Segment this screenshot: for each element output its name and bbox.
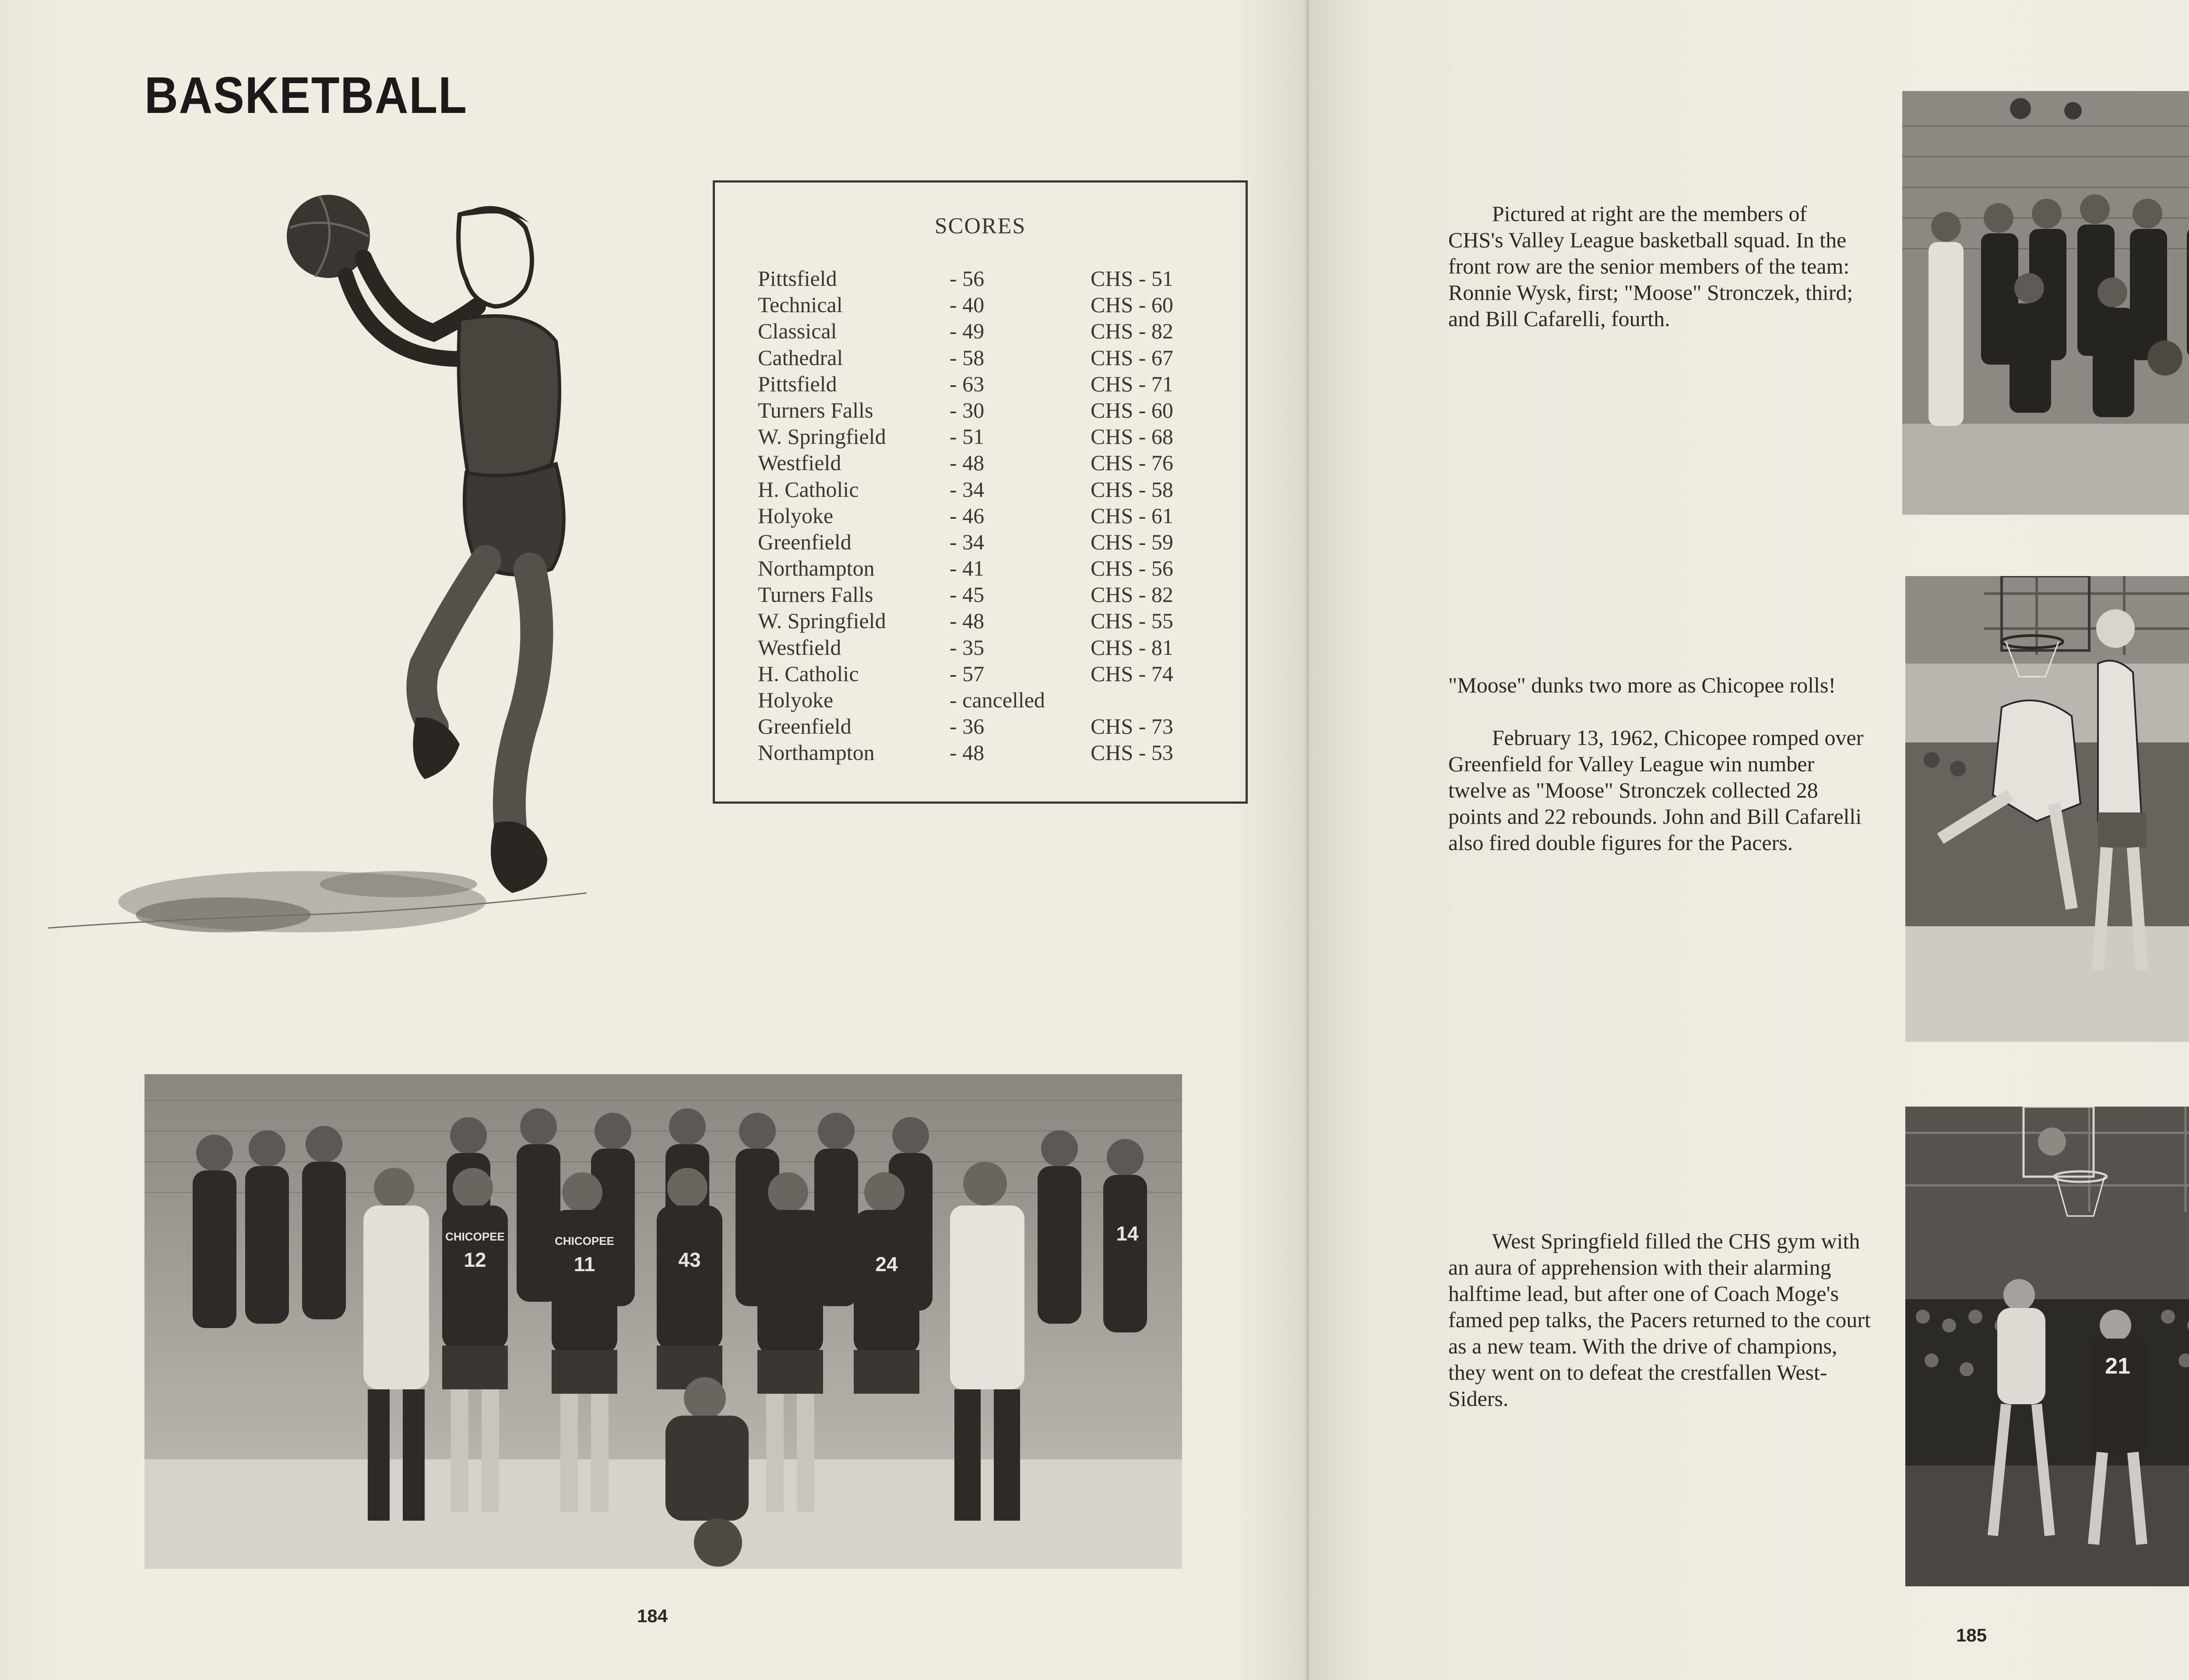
right-page bbox=[1309, 0, 2189, 1680]
opponent-score: - 45 bbox=[950, 582, 985, 607]
opponent-score: - 34 bbox=[950, 529, 985, 554]
opponent-name: W. Springfield bbox=[758, 608, 886, 633]
opponent-score: - cancelled bbox=[950, 688, 1045, 712]
opponent-score: - 48 bbox=[950, 608, 985, 633]
opponent-name: H. Catholic bbox=[758, 661, 859, 686]
jersey-lettering: CHICOPEE bbox=[445, 1230, 505, 1243]
chs-score: CHS - 82 bbox=[1091, 319, 1173, 344]
opponent-name: Westfield bbox=[758, 450, 841, 475]
caption-moose-dunk bbox=[1448, 672, 1864, 882]
opponent-name: Pittsfield bbox=[758, 371, 837, 396]
opponent-score: - 36 bbox=[950, 714, 985, 739]
opponent-score: - 48 bbox=[950, 450, 985, 475]
chs-score: CHS - 55 bbox=[1091, 608, 1173, 633]
jersey-number: 12 bbox=[464, 1248, 486, 1271]
opponent-score: - 41 bbox=[950, 556, 985, 581]
chs-score: CHS - 53 bbox=[1091, 740, 1173, 765]
scores-title: SCORES bbox=[934, 214, 1026, 239]
opponent-score: - 49 bbox=[950, 319, 985, 344]
page-heading: BASKETBALL bbox=[144, 67, 468, 124]
opponent-name: Greenfield bbox=[758, 529, 852, 554]
chs-score: CHS - 60 bbox=[1091, 397, 1173, 422]
opponent-name: Northampton bbox=[758, 740, 875, 765]
chs-score: CHS - 59 bbox=[1091, 529, 1173, 554]
scores-table bbox=[713, 180, 1248, 804]
caption-west-springfield bbox=[1448, 1228, 1877, 1438]
jersey-number: 24 bbox=[875, 1253, 898, 1276]
action-photo-west-springfield bbox=[1905, 1107, 2189, 1586]
chs-score: CHS - 71 bbox=[1091, 371, 1173, 396]
opponent-score: - 63 bbox=[950, 371, 985, 396]
page-number-left: 184 bbox=[637, 1606, 668, 1626]
jersey-number: 11 bbox=[574, 1253, 595, 1276]
jersey-number: 43 bbox=[678, 1248, 701, 1271]
chs-score: CHS - 76 bbox=[1091, 450, 1173, 475]
squad-photo bbox=[1902, 91, 2189, 515]
opponent-name: Cathedral bbox=[758, 345, 843, 370]
jersey-lettering: CHICOPEE bbox=[555, 1234, 614, 1248]
opponent-name: Westfield bbox=[758, 635, 841, 660]
opponent-name: Turners Falls bbox=[758, 582, 873, 607]
caption-text: Pictured at right are the members of CHS's Valley League basketball squad. In the front row are the senior members of the team: Ronnie Wysk, first; "Moose" Stronczek, third; and Bill Cafarelli, fourth. bbox=[1448, 201, 1853, 331]
team-photo bbox=[144, 1074, 1182, 1569]
opponent-name: Northampton bbox=[758, 556, 875, 581]
chs-score: CHS - 58 bbox=[1091, 477, 1173, 502]
chs-score: CHS - 81 bbox=[1091, 635, 1173, 660]
chs-score: CHS - 73 bbox=[1091, 714, 1173, 739]
jersey-number: 14 bbox=[1116, 1222, 1139, 1245]
opponent-score: - 30 bbox=[950, 397, 985, 422]
opponent-score: - 35 bbox=[950, 635, 985, 660]
page-number-right: 185 bbox=[1956, 1625, 1987, 1645]
chs-score: CHS - 61 bbox=[1091, 503, 1173, 528]
opponent-name: Pittsfield bbox=[758, 266, 837, 291]
opponent-name: Technical bbox=[758, 292, 843, 317]
opponent-name: Turners Falls bbox=[758, 397, 873, 422]
opponent-score: - 56 bbox=[950, 266, 985, 291]
chs-score: CHS - 68 bbox=[1091, 424, 1173, 449]
opponent-score: - 40 bbox=[950, 292, 985, 317]
opponent-score: - 51 bbox=[950, 424, 985, 449]
caption-headline: "Moose" dunks two more as Chicopee rolls! bbox=[1448, 673, 1836, 697]
opponent-name: Holyoke bbox=[758, 688, 834, 712]
jersey-number: 21 bbox=[2105, 1353, 2130, 1379]
chs-score: CHS - 74 bbox=[1091, 661, 1173, 686]
opponent-score: - 34 bbox=[950, 477, 985, 502]
caption-text: February 13, 1962, Chicopee romped over Greenfield for Valley League win number twelve as "Moose" Stronczek collected 28 points and 22 rebounds. John and Bill Cafarelli also fired double figures for the Pacers. bbox=[1448, 725, 1864, 855]
caption-senior-members bbox=[1448, 200, 1864, 358]
chs-score: CHS - 67 bbox=[1091, 345, 1173, 370]
opponent-score: - 46 bbox=[950, 503, 985, 528]
opponent-name: Greenfield bbox=[758, 714, 852, 739]
opponent-name: Classical bbox=[758, 319, 837, 344]
basketball-player-sketch bbox=[39, 175, 652, 985]
opponent-name: Holyoke bbox=[758, 503, 834, 528]
chs-score: CHS - 56 bbox=[1091, 556, 1173, 581]
opponent-name: W. Springfield bbox=[758, 424, 886, 449]
caption-text: West Springfield filled the CHS gym with an aura of apprehension with their alarming halftime lead, but after one of Coach Moge's famed pep talks, the Pacers returned to the court as a new team. With the drive of champions, they went on to defeat the crestfallen West-Siders. bbox=[1448, 1229, 1871, 1411]
opponent-score: - 48 bbox=[950, 740, 985, 765]
opponent-name: H. Catholic bbox=[758, 477, 859, 502]
chs-score: CHS - 60 bbox=[1091, 292, 1173, 317]
opponent-score: - 58 bbox=[950, 345, 985, 370]
action-photo-dunk bbox=[1905, 576, 2189, 1042]
opponent-score: - 57 bbox=[950, 661, 985, 686]
chs-score: CHS - 82 bbox=[1091, 582, 1173, 607]
chs-score: CHS - 51 bbox=[1091, 266, 1173, 291]
